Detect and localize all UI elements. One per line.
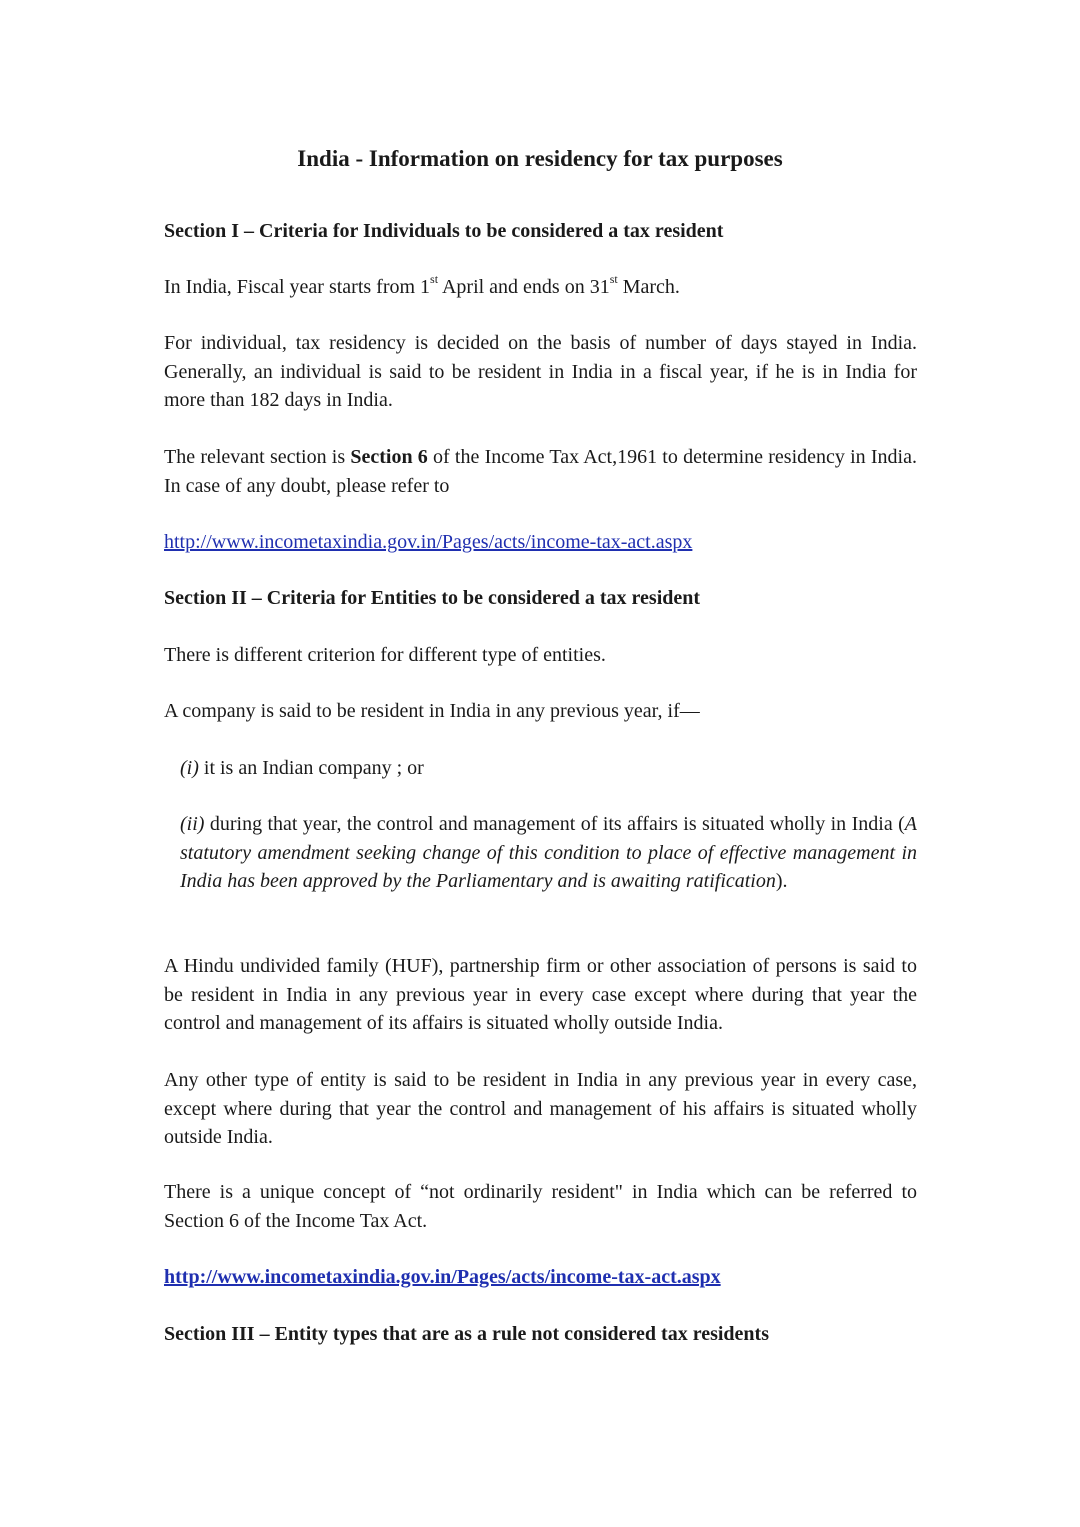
section-1-heading: Section I – Criteria for Individuals to be considered a tax resident (164, 220, 724, 242)
item-1-text: it is an Indian company ; or (198, 757, 424, 779)
fiscal-text-a: In India, Fiscal year starts from 1 (164, 276, 431, 298)
item-2-italic-note: A statutory amendment seeking change of this condition to place of effective management in India has been approved by the Parliamentary and is awaiting ratification (180, 813, 917, 892)
fiscal-year-paragraph (164, 273, 917, 302)
relevant-section-paragraph (164, 443, 917, 500)
section-2-heading: Section II – Criteria for Entities to be considered a tax resident (164, 587, 701, 609)
fiscal-sup-1: st (430, 272, 439, 287)
entities-criterion-paragraph: There is different criterion for different type of entities. (164, 644, 606, 666)
not-ordinarily-resident-paragraph: There is a unique concept of “not ordinarily resident" in India which can be referred to Section 6 of the Income Tax Act. (164, 1181, 917, 1232)
individual-residency-paragraph: For individual, tax residency is decided on the basis of number of days stayed in India. Generally, an individual is said to be resident in India in a fiscal year, if he is in India for more than 182 days in India. (164, 332, 917, 411)
section-3-heading: Section III – Entity types that are as a rule not considered tax residents (164, 1323, 769, 1345)
item-2-text-b: ). (775, 870, 788, 892)
other-entity-paragraph: Any other type of entity is said to be resident in India in any previous year in every case, except where during that year the control and management of his affairs is situated wholly outside India. (164, 1069, 917, 1148)
fiscal-text-c: March. (617, 276, 680, 298)
huf-paragraph: A Hindu undivided family (HUF), partnership firm or other association of persons is said to be resident in India in any previous year in every case except where during that year the control and management of its affairs is situated wholly outside India. (164, 955, 917, 1034)
condition-item-1 (180, 754, 917, 783)
income-tax-act-link-1[interactable]: http://www.incometaxindia.gov.in/Pages/acts/income-tax-act.aspx (164, 531, 693, 553)
fiscal-text-b: April and ends on 31 (438, 276, 610, 298)
section-1-link-line (164, 528, 917, 557)
document-title: India - Information on residency for tax purposes (297, 146, 783, 171)
condition-item-2 (180, 810, 917, 896)
item-2-text-a: during that year, the control and management of its affairs is situated wholly in India ( (204, 813, 905, 835)
section-2-link-line (164, 1263, 917, 1292)
fiscal-sup-2: st (609, 272, 618, 287)
item-2-number: (ii) (180, 813, 205, 835)
income-tax-act-link-2[interactable]: http://www.incometaxindia.gov.in/Pages/acts/income-tax-act.aspx (164, 1266, 721, 1288)
section-6-bold: Section 6 (350, 446, 428, 468)
relevant-text-b: of the Income Tax Act,1961 to determine residency in India. In case of any doubt, please refer to (164, 446, 917, 497)
item-1-number: (i) (180, 757, 199, 779)
relevant-text-a: The relevant section is (164, 446, 351, 468)
company-resident-paragraph: A company is said to be resident in India in any previous year, if— (164, 700, 700, 722)
